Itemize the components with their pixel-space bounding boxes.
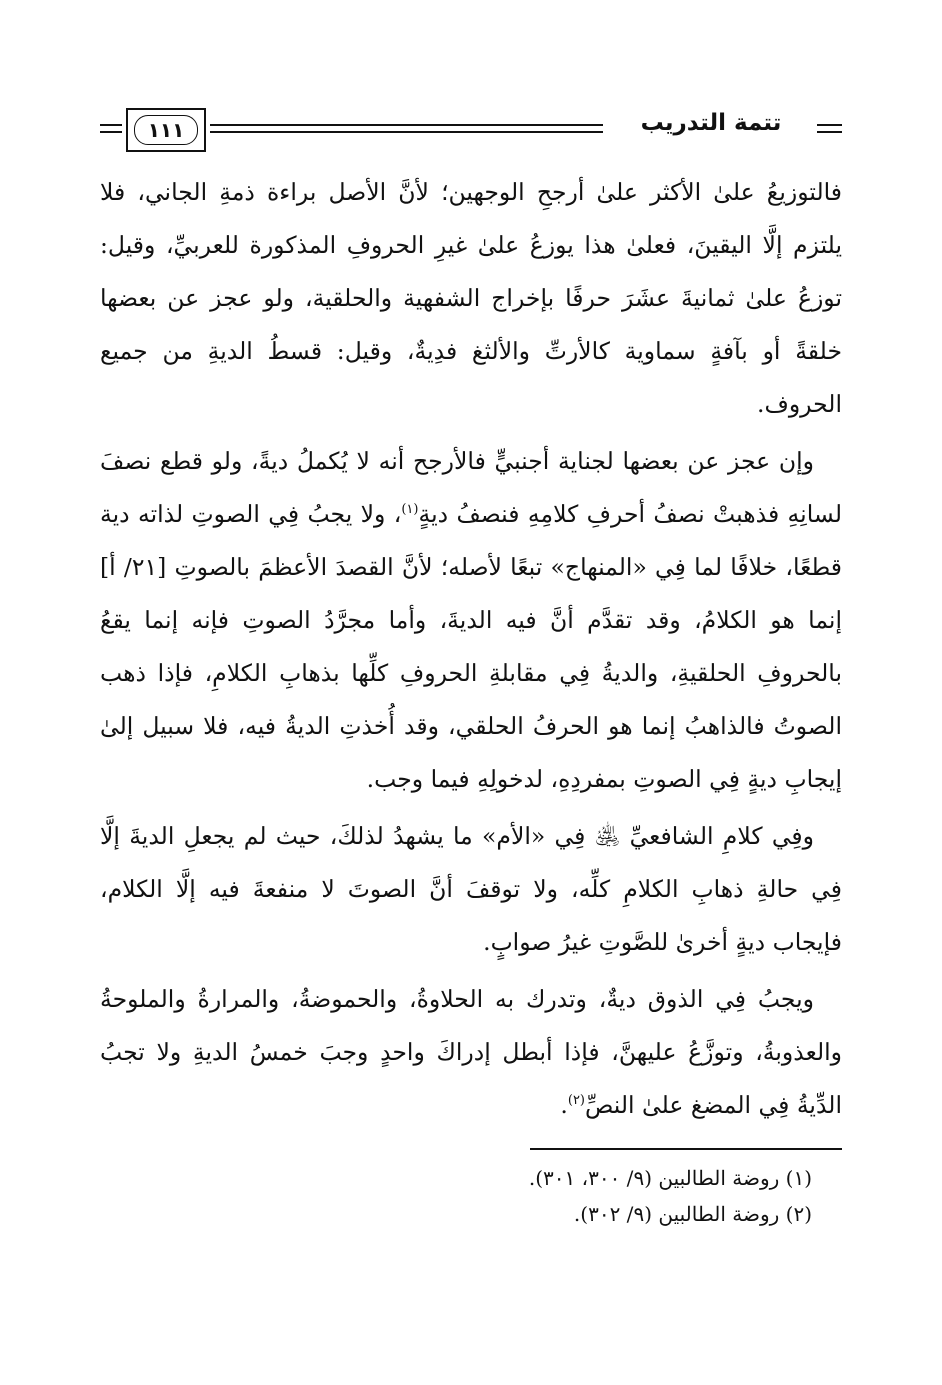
paragraph-4-part-b: . [560,1091,568,1119]
page-number: ١١١ [134,115,198,145]
footnote-marker-2: (٢) [567,1093,585,1109]
paragraph-2-part-a: وإن عجز عن بعضها لجناية أجنبيٍّ فالأرجح أنه لا يُكملُ ديةً، ولو قطع نصفَ لسانِهِ فذهبتْ نصفُ أحرفِ كلامِهِ فنصفُ ديةٍ [100,447,842,528]
page-number-frame [126,108,206,152]
footnote-1: (١) روضة الطالبين (٩/ ٣٠٠، ٣٠١). [528,1166,812,1190]
header-rule-middle [210,124,603,133]
paragraph-1: فالتوزيعُ علىٰ الأكثر علىٰ أرجحِ الوجهين؛ لأنَّ الأصل براءة ذمةِ الجاني، فلا يلتزم إلَّا اليقينَ، فعلىٰ هذا يوزعُ علىٰ غيرِ الحروفِ المذكورة للعربيِّ، وقيل: توزعُ علىٰ ثمانيةَ عشَرَ حرفًا بإخراج الشفهية والحلقية، ولو عجز عن بعضها خلقةً أو بآفةٍ سماوية كالأرتِّ والألثغ فدِيةٌ، وقيل: قسطُ الديةِ من جميع الحروف. [100,178,842,418]
paragraph-4-part-a: ويجبُ فِي الذوق ديةٌ، وتدرك به الحلاوةُ، والحموضةُ، والمرارةُ والملوحةُ والعذوبةُ، وتوزَّعُ عليهنَّ، فإذا أبطل إدراكَ واحدٍ وجبَ خمسُ الديةِ ولا تجبُ الدِّيةُ فِي المضغ علىٰ النصِّ [100,985,842,1119]
footnote-2: (٢) روضة الطالبين (٩/ ٣٠٢). [573,1202,812,1226]
page-header [100,100,842,160]
paragraph-2-part-b: ، ولا يجبُ فِي الصوتِ لذاته دية قطعًا، خلافًا لما فِي «المنهاج» تبعًا لأصله؛ لأنَّ القصدَ الأعظمَ بالصوتِ [٢١/ أ] إنما هو الكلامُ، وقد تقدَّم أنَّ فيه الديةَ، وأما مجرَّدُ الصوتِ فإنه إنما يقعُ بالحروفِ الحلقيةِ، والديةُ فِي مقابلةِ الحروفِ كلِّها بذهابِ الكلامِ، فإذا ذهب الصوتُ فالذاهبُ إنما هو الحرفُ الحلقي، وقد أُخذتِ الديةُ فيه، فلا سبيل إلىٰ إيجابِ ديةٍ فِي الصوتِ بمفردِهِ، لدخولِهِ فيما وجب. [100,500,843,793]
footnote-separator [530,1148,842,1150]
paragraph-4 [100,973,842,1132]
header-rule-right [817,124,842,133]
paragraph-2 [100,435,842,806]
footnote-marker-1: (١) [401,502,419,518]
paragraph-3: وفِي كلامِ الشافعيِّ ﵁ فِي «الأم» ما يشهدُ لذلكَ، حيث لم يجعلِ الديةَ إلَّا فِي حالةِ ذهابِ الكلامِ كلِّه، ولا توقفَ أنَّ الصوتَ لا منفعةَ فيه إلَّا الكلام، فإيجاب ديةٍ أخرىٰ للصَّوتِ غيرُ صوابٍ. [100,822,842,956]
main-text [100,166,842,1136]
footnotes [300,1160,812,1232]
running-title: تتمة التدريب [640,110,782,136]
header-rule-left [100,124,122,133]
